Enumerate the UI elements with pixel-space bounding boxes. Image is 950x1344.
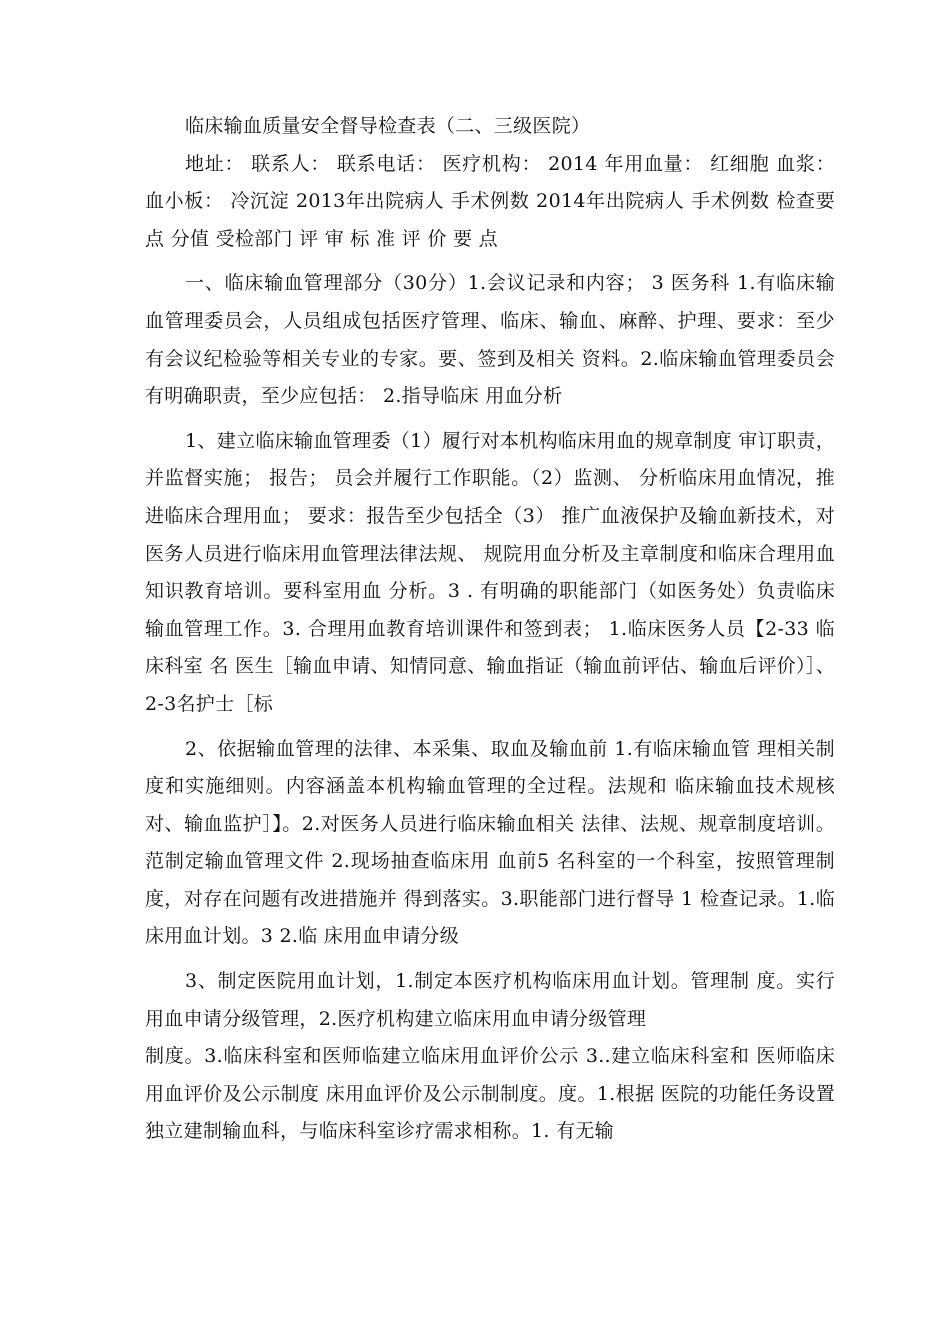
header-fields-paragraph: 地址： 联系人： 联系电话： 医疗机构： 2014 年用血量： 红细胞 血浆： 血小板： 冷沉淀 2013年出院病人 手术例数 2014年出院病人 手术例数 检查要点 分值 受检部门 评 审 标 准 评 价 要 点 [145,152,835,250]
section-one-paragraph: 一、临床输血管理部分（30分）1.会议记录和内容； 3 医务科 1.有临床输血管理委员会，人员组成包括医疗管理、临床、输血、麻醉、护理、要求：至少有会议纪检验等相关专业的专家。要、签到及相关 资料。2.临床输血管理委员会有明确职责，至少应包括： 2.指导临床 用血分析 [145,272,835,408]
item-three-paragraph: 3、制定医院用血计划，1.制定本医疗机构临床用血计划。管理制 度。实行用血申请分级管理，2.医疗机构建立临床用血申请分级管理 [145,970,835,1030]
document-body [145,108,835,1158]
item-two-paragraph: 2、依据输血管理的法律、本采集、取血及输血前 1.有临床输血管 理相关制度和实施细则。内容涵盖本机构输血管理的全过程。法规和 临床输血技术规核对、输血监护］】。2.对医务人员进行临床输血相关 法律、法规、规章制度培训。范制定输血管理文件 2.现场抽查临床用 血前5 名科室的一个科室，按照管理制度，对存在问题有改进措施并 得到落实。3.职能部门进行督导 1 检查记录。1.临床用血计划。3 2.临 床用血申请分级 [145,737,835,948]
document-title: 临床输血质量安全督导检查表（二、三级医院） [185,115,591,137]
item-one-paragraph: 1、建立临床输血管理委（1）履行对本机构临床用血的规章制度 审订职责，并监督实施； 报告； 员会并履行工作职能。（2）监测、 分析临床用血情况，推进临床合理用血； 要求：报告至少包括全（3） 推广血液保护及输血新技术，对医务人员进行临床用血管理法律法规、 规院用血分析及主章制度和临床合理用血知识教育培训。要科室用血 分析。3 . 有明确的职能部门（如医务处）负责临床输血管理工作。3. 合理用血教育培训课件和签到表； 1.临床医务人员【2-33 临床科室 名 医生［输血申请、知情同意、输血指证（输血前评估、输血后评价）］、 2-3名护士［标 [145,429,835,715]
continuation-paragraph: 制度。3.临床科室和医师临建立临床用血评价公示 3..建立临床科室和 医师临床用血评价及公示制度 床用血评价及公示制制度。度。1.根据 医院的功能任务设置独立建制输血科，与临床科室诊疗需求相称。1. 有无输 [145,1045,835,1143]
